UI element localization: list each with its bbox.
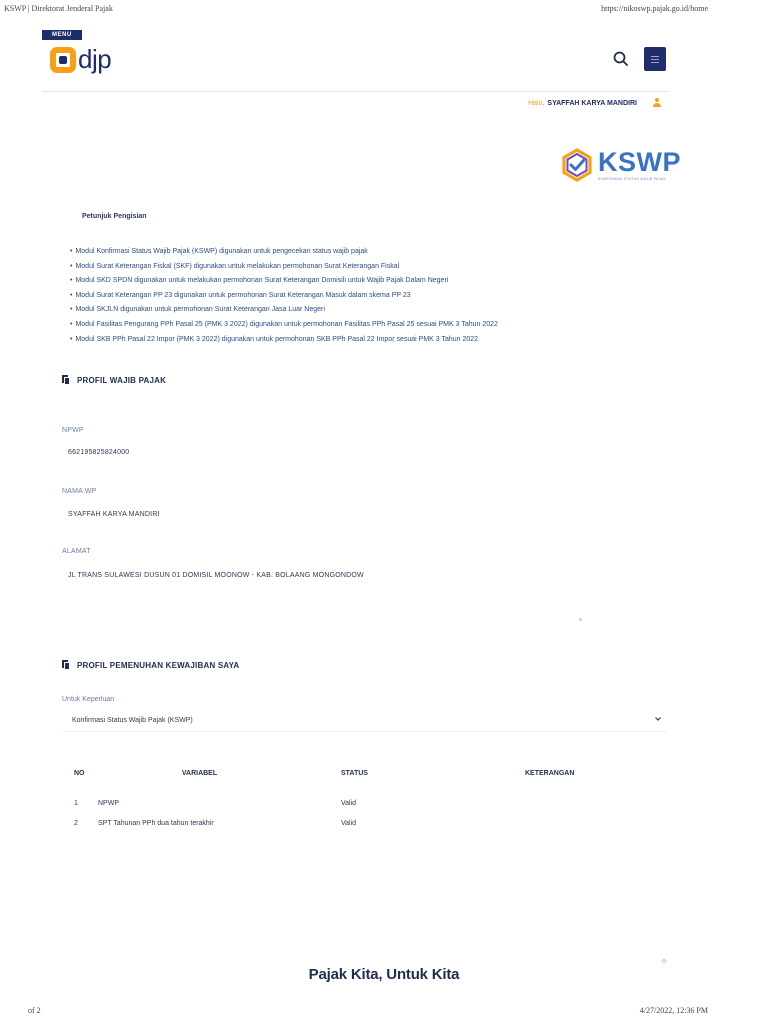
user-icon[interactable] bbox=[652, 98, 662, 108]
column-header-keterangan: KETERANGAN bbox=[525, 769, 575, 777]
petunjuk-item[interactable]: • Modul Fasilitas Pengurang PPh Pasal 25 (PMK 3 2022) digunakan untuk permohonan Fasilitas PPh Pasal 25 sesuai PMK 3 Tahun 2022 bbox=[70, 318, 498, 333]
kswp-title: KSWP bbox=[598, 147, 681, 177]
cell-status: Valid bbox=[341, 799, 357, 807]
petunjuk-item[interactable]: • Modul Konfirmasi Status Wajib Pajak (KSWP) digunakan untuk pengecekan status wajib pajak bbox=[70, 245, 498, 260]
nama-value: SYAFFAH KARYA MANDIRI bbox=[68, 511, 160, 518]
print-header bbox=[0, 4, 768, 16]
keperluan-label: Untuk Keperluan bbox=[62, 696, 115, 703]
print-header-url: https://nikoswp.pajak.go.id/home bbox=[601, 4, 708, 13]
print-footer bbox=[0, 1006, 768, 1018]
user-greeting[interactable] bbox=[528, 98, 662, 108]
print-footer-page: of 2 bbox=[28, 1006, 41, 1015]
petunjuk-item[interactable]: • Modul Surat Keterangan PP 23 digunakan untuk permohonan Surat Keterangan Masuk dalam skema PP 23 bbox=[70, 289, 498, 304]
print-footer-date: 4/27/2022, 12:36 PM bbox=[639, 1006, 708, 1015]
hamburger-icon-line bbox=[651, 62, 659, 63]
petunjuk-item[interactable]: • Modul Surat Keterangan Fiskal (SKF) digunakan untuk melakukan permohonan Surat Keterangan Fiskal bbox=[70, 260, 498, 275]
profil-section-title: PROFIL WAJIB PAJAK bbox=[77, 375, 167, 385]
column-header-status: STATUS bbox=[341, 769, 368, 777]
cell-no: 2 bbox=[74, 819, 78, 827]
petunjuk-item[interactable]: • Modul SKB PPh Pasal 22 Impor (PMK 3 2022) digunakan untuk permohonan SKB PPh Pasal 22 Impor sesuai PMK 3 Tahun 2022 bbox=[70, 333, 498, 348]
hamburger-icon-line bbox=[651, 59, 659, 60]
document-icon bbox=[62, 375, 70, 385]
document-icon bbox=[62, 660, 70, 670]
chevron-down-icon bbox=[653, 714, 663, 724]
kewajiban-section-title: PROFIL PEMENUHAN KEWAJIBAN SAYA bbox=[77, 660, 240, 670]
cell-keterangan bbox=[525, 810, 667, 836]
scroll-to-top-icon[interactable] bbox=[659, 956, 669, 966]
status-table bbox=[62, 762, 667, 836]
menu-tag[interactable]: MENU bbox=[42, 30, 82, 40]
kewajiban-section-heading bbox=[62, 660, 239, 670]
cell-variabel: SPT Tahunan PPh dua tahun terakhir bbox=[98, 819, 214, 827]
cell-variabel: NPWP bbox=[98, 799, 119, 807]
kswp-subtitle: KONFIRMASI STATUS WAJIB PAJAK bbox=[598, 177, 667, 181]
djp-logo-mark-icon bbox=[50, 47, 76, 73]
table-row bbox=[62, 784, 667, 810]
djp-logo-text: djp bbox=[78, 44, 112, 74]
npwp-label: NPWP bbox=[62, 427, 84, 434]
cell-keterangan bbox=[525, 784, 667, 810]
search-icon bbox=[610, 48, 632, 70]
greeting-username: SYAFFAH KARYA MANDIRI bbox=[547, 99, 637, 107]
petunjuk-item[interactable]: • Modul SKJLN digunakan untuk permohonan Surat Keterangan Jasa Luar Negeri bbox=[70, 303, 498, 318]
nama-label: NAMA WP bbox=[62, 488, 97, 495]
hamburger-menu-button[interactable] bbox=[644, 47, 666, 71]
kswp-shield-check-icon bbox=[560, 148, 594, 182]
column-header-variabel: VARIABEL bbox=[181, 769, 218, 777]
hamburger-icon-line bbox=[651, 56, 659, 57]
search-button[interactable] bbox=[610, 48, 632, 70]
djp-logo[interactable] bbox=[50, 44, 111, 75]
table-row bbox=[62, 810, 667, 836]
profil-section-heading bbox=[62, 375, 166, 385]
cell-status: Valid bbox=[341, 819, 357, 827]
top-navbar bbox=[42, 30, 668, 92]
greeting-hello: Halo, bbox=[528, 99, 545, 107]
petunjuk-title: Petunjuk Pengisian bbox=[82, 213, 147, 220]
keperluan-select[interactable] bbox=[62, 710, 667, 732]
kswp-logo bbox=[560, 148, 681, 182]
footer-tagline: Pajak Kita, Untuk Kita bbox=[308, 966, 460, 983]
keperluan-selected-value: Konfirmasi Status Wajib Pajak (KSWP) bbox=[72, 717, 193, 724]
scan-dot bbox=[579, 618, 582, 621]
alamat-label: ALAMAT bbox=[62, 548, 91, 555]
petunjuk-item[interactable]: • Modul SKD SPDN digunakan untuk melakukan permohonan Surat Keterangan Domisili untuk Wajib Pajak Dalam Negeri bbox=[70, 274, 498, 289]
cell-no: 1 bbox=[74, 799, 78, 807]
alamat-value: JL TRANS SULAWESI DUSUN 01 DOMISIL MOONOW - KAB. BOLAANG MONGONDOW bbox=[68, 572, 364, 579]
print-header-title: KSWP | Direktorat Jenderal Pajak bbox=[4, 4, 113, 13]
npwp-value: 662195825824000 bbox=[68, 449, 130, 456]
table-header-row bbox=[62, 762, 667, 784]
column-header-no: NO bbox=[74, 769, 85, 777]
petunjuk-list bbox=[70, 245, 498, 347]
